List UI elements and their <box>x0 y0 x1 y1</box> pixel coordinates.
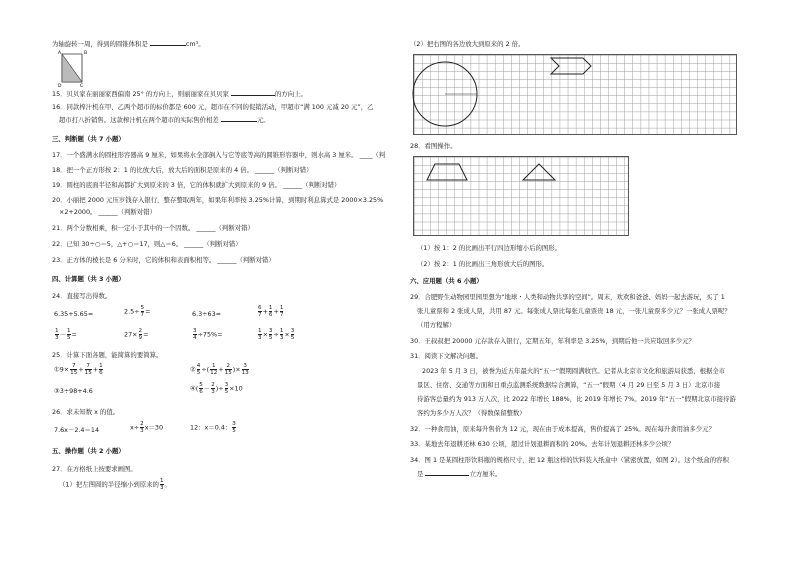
q18: 18．把一个正方形按 2：1 的比放大后，放大后的面积是原来的 4 倍。 ______（判断对错） <box>52 166 313 174</box>
q24-item-5: $\frac{1}{3}$ － $\frac{1}{5}$ = <box>55 328 77 341</box>
section-operation-heading: 五、操作题（共 2 小题） <box>52 447 125 455</box>
q28: 28．看图操作。 <box>410 142 457 150</box>
q28-sub1: （1）按 1：2 的比画出平行四边形缩小后的图形。 <box>417 244 562 252</box>
q24-item-3: 6.3÷63= <box>192 310 222 318</box>
q33: 33．某地去年退耕还林 630 公顷，超过计划退耕面积的 20%。去年计划退耕还林多少公顷？ <box>410 440 675 448</box>
q27-sub1: （1）把左图圆的半径缩小到原来的 $\frac{1}{3}$ 。 <box>59 478 171 491</box>
q31-line1: 2023 年 5 月 3 日，被誉为近五年最火的“五一”假期圆满收官。记者从北京市文化和旅游局获悉，根据全市 <box>422 367 726 375</box>
arrow-shape <box>551 58 591 74</box>
q27: 27．在方格纸上按要求画图。 <box>52 465 137 473</box>
q25-item-3: ③3÷98+4.6 <box>54 387 93 395</box>
q31-line3: 待游客总量约为 913 万人次，比 2022 年增长 188%，比 2019 年增长 7%。2019 年“五一”假期北京市接待游 <box>417 395 736 403</box>
q34-line2: 是 立方厘米。 <box>417 470 502 478</box>
q24-item-4: $\frac{6}{7}$ + $\frac{1}{6}$ + $\frac{1}{7}$ <box>258 305 284 318</box>
parallelogram-shape <box>427 164 467 180</box>
q16-answer-blank[interactable] <box>221 116 257 122</box>
q20-line2: ×2+2000。 ______（判断对错） <box>59 208 156 216</box>
fig-label-a: A <box>58 51 62 56</box>
q15: 15．贝贝家在丽丽家西偏南 25° 的方向上，则丽丽家在贝贝家 的方向上。 <box>52 90 307 98</box>
q34-answer-blank[interactable] <box>425 470 469 476</box>
q28-sub2: （2）按 2：1 的比画出三角形放大后的图形。 <box>417 260 549 268</box>
q26: 26．求未知数 x 的值。 <box>52 408 120 416</box>
q24-item-8: $\frac{1}{3}$ × $\frac{3}{5}$ ÷ $\frac{1}{3}$ × $\frac{3}{5}$ <box>258 328 295 341</box>
q29-line3: （用方程解） <box>417 321 456 329</box>
q26-item-1: 7.6x－2.4＝14 <box>54 426 100 434</box>
triangle-shape <box>523 164 555 180</box>
q14-line: 为轴旋转一周，得到的圆锥体积是 cm³。 <box>52 40 205 48</box>
section-calculation-heading: 四、计算题（共 3 小题） <box>52 275 125 283</box>
q24-item-7: $\frac{3}{4}$ ÷75%= <box>193 328 223 341</box>
fig-label-b: B <box>84 51 88 56</box>
q15-answer-blank[interactable] <box>231 90 275 96</box>
q31-line2: 景区、住宿、交通等方面和日重点监测系统数据综合测算，“五一”假期（4 月 29 日至 5 月 3 日）北京市接 <box>417 381 721 389</box>
q28-grid-shapes <box>413 156 629 236</box>
q19: 19．圆柱的底面半径和高都扩大到原来的 3 倍，它的体积就扩大到原来的 9 倍。 ______（判断对错） <box>52 181 341 189</box>
q16-line2: 超市打八折销售。这款榨汁机在两个超市的实际售价相差 元。 <box>59 116 270 124</box>
fig-label-c: C <box>80 84 84 89</box>
q17: 17．一个盛满水的圆柱形容器高 9 厘米，如果将水全部倒入与它等底等高的圆锥形容器中，则水高 3 厘米。 ____（判 <box>52 151 386 159</box>
q26-item-3: 12：x＝0.4： $\frac{3}{5}$ <box>190 421 236 434</box>
q22: 22．已知 30÷○＝5，△+○＝17，则△＝6。 ______（判断对错） <box>52 240 242 248</box>
q23: 23．正方体的棱长是 6 分米时，它的体积和表面积相等。 ______（判断对错） <box>52 256 275 264</box>
q31: 31．阅读下文解决问题。 <box>410 352 483 360</box>
q29-line1: 29．合肥野生动物园里园里想为“地球・人类和动物共享的空间”。周末，欢欢和爸爸、妈妈一起去游玩，买了 1 <box>410 293 725 301</box>
q24-item-2: 2.5÷ $\frac{5}{7}$ = <box>124 305 151 318</box>
q25-item-1: ①9× $\frac{7}{15}$ + $\frac{7}{15}$ + $\frac{1}{6}$ <box>54 363 103 376</box>
q25: 25．计算下面各题，能简算的要简算。 <box>52 351 163 359</box>
left-column <box>52 0 402 561</box>
q34-line1: 34．图 1 是某圆柱形饮料瓶的规格尺寸，把 12 瓶这样的饮料装入纸盒中（紧密放置，如图 2）。这个纸盒的容积 <box>410 456 729 464</box>
q30: 30．王叔叔把 20000 元存款存入银行，定期五年，年利率是 3.25%，到期后他一共应取回多少元？ <box>410 337 695 345</box>
q29-line2: 张儿童票和 2 张成人票，共用 87 元。每张成人票比每张儿童票贵 18 元，一张儿童票多少元？一张成人票呢？ <box>417 307 731 315</box>
q14-triangle-figure <box>58 50 98 88</box>
q20-line1: 20．小丽把 2000 元压岁钱存入银行，整存整取两年，如果年利率按 3.25%计算，到期时利息算式是 2000×3.25% <box>52 196 384 204</box>
q16-line1: 16．同款榨汁机在甲、乙两个超市的标价都是 600 元，超市在不同的促销活动，甲超市“满 100 元减 20 元”，乙 <box>52 103 374 111</box>
q24: 24．直接写出得数。 <box>52 292 112 300</box>
q31-line4: 客约为多少万人次？（得数保留整数） <box>417 409 526 417</box>
q27-grid-shapes <box>413 54 737 135</box>
section-application-heading: 六、应用题（共 6 小题） <box>410 277 483 285</box>
q24-item-1: 6.35+5.65= <box>54 310 94 318</box>
q24-item-6: 27× $\frac{2}{9}$ = <box>124 328 149 341</box>
q25-item-2: ② $\frac{4}{5}$ ÷( $\frac{1}{12}$ + $\frac{2}{15}$ )× $\frac{3}{13}$ <box>190 363 249 376</box>
fig-label-d: D <box>58 84 62 89</box>
section-judgement-heading: 三、判断题（共 7 小题） <box>52 135 125 143</box>
right-column <box>410 0 760 561</box>
q14-answer-blank[interactable] <box>150 40 186 46</box>
q27-sub2: （2）把右图的各边放大到原来的 2 倍。 <box>410 40 525 48</box>
q32: 32．一种食用油，原来每升售价为 12 元，现在由于成本提高，售价提高了 25%。现在每升食用油多少元？ <box>410 425 715 433</box>
q25-item-4: ④( $\frac{5}{6}$ － $\frac{2}{3}$ )÷ $\frac{3}{5}$ ×10 <box>190 382 243 395</box>
q21: 21．两个分数相乘，积一定小于其中的一个因数。 ______（判断对错） <box>52 224 254 232</box>
q26-item-2: x÷ $\frac{2}{3}$ x＝30 <box>130 421 164 434</box>
